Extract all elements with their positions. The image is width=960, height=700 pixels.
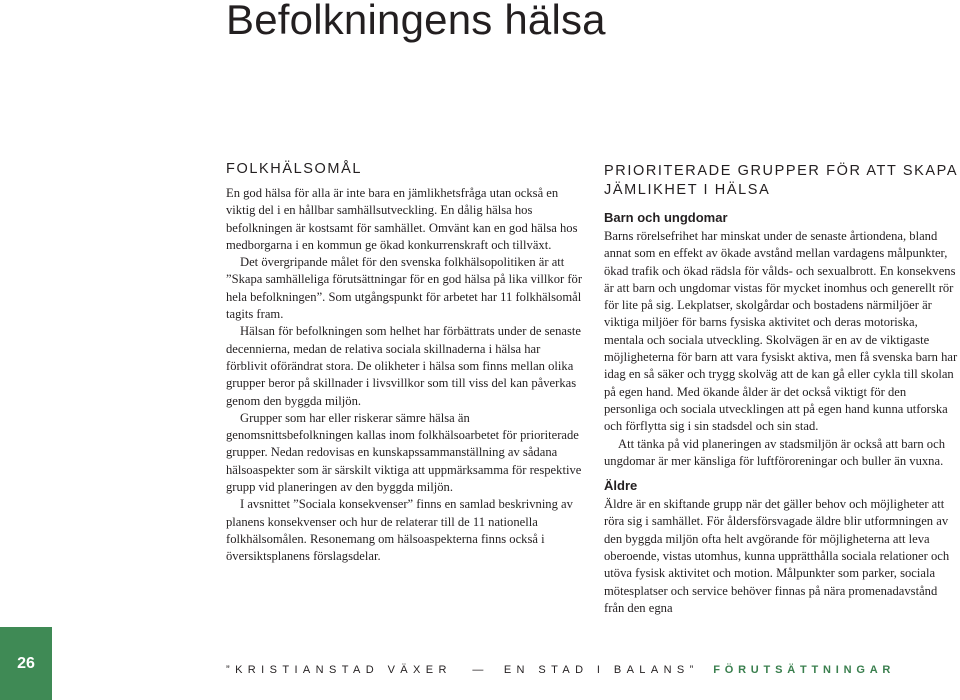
- footer-section: FÖRUTSÄTTNINGAR: [713, 664, 896, 676]
- section-heading-prioriterade-grupper: PRIORITERADE GRUPPER FÖR ATT SKAPA JÄMLIKHET I HÄLSA: [604, 163, 958, 198]
- running-footer: [226, 664, 895, 676]
- paragraph: Grupper som har eller riskerar sämre hälsa än genomsnittsbefolkningen kallas inom folkhälsoarbetet för prioriterade grupper. Nedan redovisas en kunskapssammanställning av sådana hälsoaspekter som är särskilt viktiga att uppmärksamma för respektive grupp vid planeringen av den byggda miljön.: [226, 410, 582, 495]
- page-number-badge: [0, 627, 52, 700]
- footer-series: ”KRISTIANSTAD VÄXER: [226, 664, 452, 676]
- page-number: 26: [17, 654, 35, 672]
- paragraph: Äldre är en skiftande grupp när det gäller behov och möjligheter att röra sig i samhället. För åldersförsvagade äldre blir utformningen av den byggda miljön ofta helt avgörande för möjligheterna att leva oberoende, vistas utomhus, kunna upprätthålla sociala relationer och utöva fysisk aktivitet och motion. Målpunkter som parker, sociala mötesplatser och service behöver finnas på nära promenadavstånd från den egna: [604, 497, 950, 615]
- paragraph: Hälsan för befolkningen som helhet har förbättrats under de senaste decennierna, medan de relativa sociala skillnaderna i hälsa har förblivit oförändrat stora. De olikheter i hälsa som finns mellan olika grupper beror på skillnader i livsvillkor som till viss del kan påverkas genom den byggda miljön.: [226, 324, 581, 408]
- section-heading-folkhalsomal: FOLKHÄLSOMÅL: [226, 161, 363, 177]
- footer-subtitle: EN STAD I BALANS”: [503, 664, 699, 676]
- subheading-barn-och-ungdomar: Barn och ungdomar: [604, 210, 728, 225]
- paragraph: I avsnittet ”Sociala konsekvenser” finns en samlad beskrivning av planens konsekvenser och hur de relaterar till de 11 nationella folkhälsomålen. Resonemang om hälsoaspekterna finns också i översiktsplanens förslagsdelar.: [226, 497, 573, 564]
- left-column: [226, 160, 582, 566]
- subheading-aldre: Äldre: [604, 478, 638, 494]
- paragraph: Det övergripande målet för den svenska folkhälsopolitiken är att ”Skapa samhälleliga förutsättningar för en god hälsa på lika villkor för hela befolkningen”. Som utgångspunkt för arbetet har 11 folkhälsomål tagits fram.: [226, 255, 583, 322]
- right-column: [604, 162, 958, 617]
- paragraph: Barns rörelsefrihet har minskat under de senaste årtiondena, bland annat som en effekt av ökade avstånd mellan vardagens målpunkter, ökad trafik och ökad rädsla för vålds- och sexualbrott. En konsekvens är att barn och ungdomar vistas för mycket inomhus och generellt rör för lite på sig. Lekplatser, skolgårdar och bostadens närmiljöer är viktiga miljöer för barns fysiska aktivitet och deras motoriska, mentala och sociala utveckling. Skolvägen är en av de viktigaste möjligheterna för barn att vara fysiskt aktiva, men få svenska barn har idag en så säker och trygg skolväg att de kan gå eller cykla till skolan på egen hand. Med ökande ålder är det också viktigt för den personliga och sociala utvecklingen att på egen hand kunna utforska och förflytta sig i sin stadsdel och sin stad.: [604, 229, 958, 434]
- paragraph: En god hälsa för alla är inte bara en jämlikhetsfråga utan också en viktig del i en hållbar samhällsutveckling. En dålig hälsa hos befolkningen är kostsamt för samhället. Omvänt kan en god hälsa hos medborgarna i en kommun ge ökad konkurrenskraft och tillväxt.: [226, 186, 578, 252]
- paragraph: Att tänka på vid planeringen av stadsmiljön är också att barn och ungdomar är mer känsliga för luftföroreningar och buller än vuxna.: [604, 436, 945, 468]
- footer-dash: —: [472, 664, 484, 676]
- page-title: Befolkningens hälsa: [226, 0, 606, 43]
